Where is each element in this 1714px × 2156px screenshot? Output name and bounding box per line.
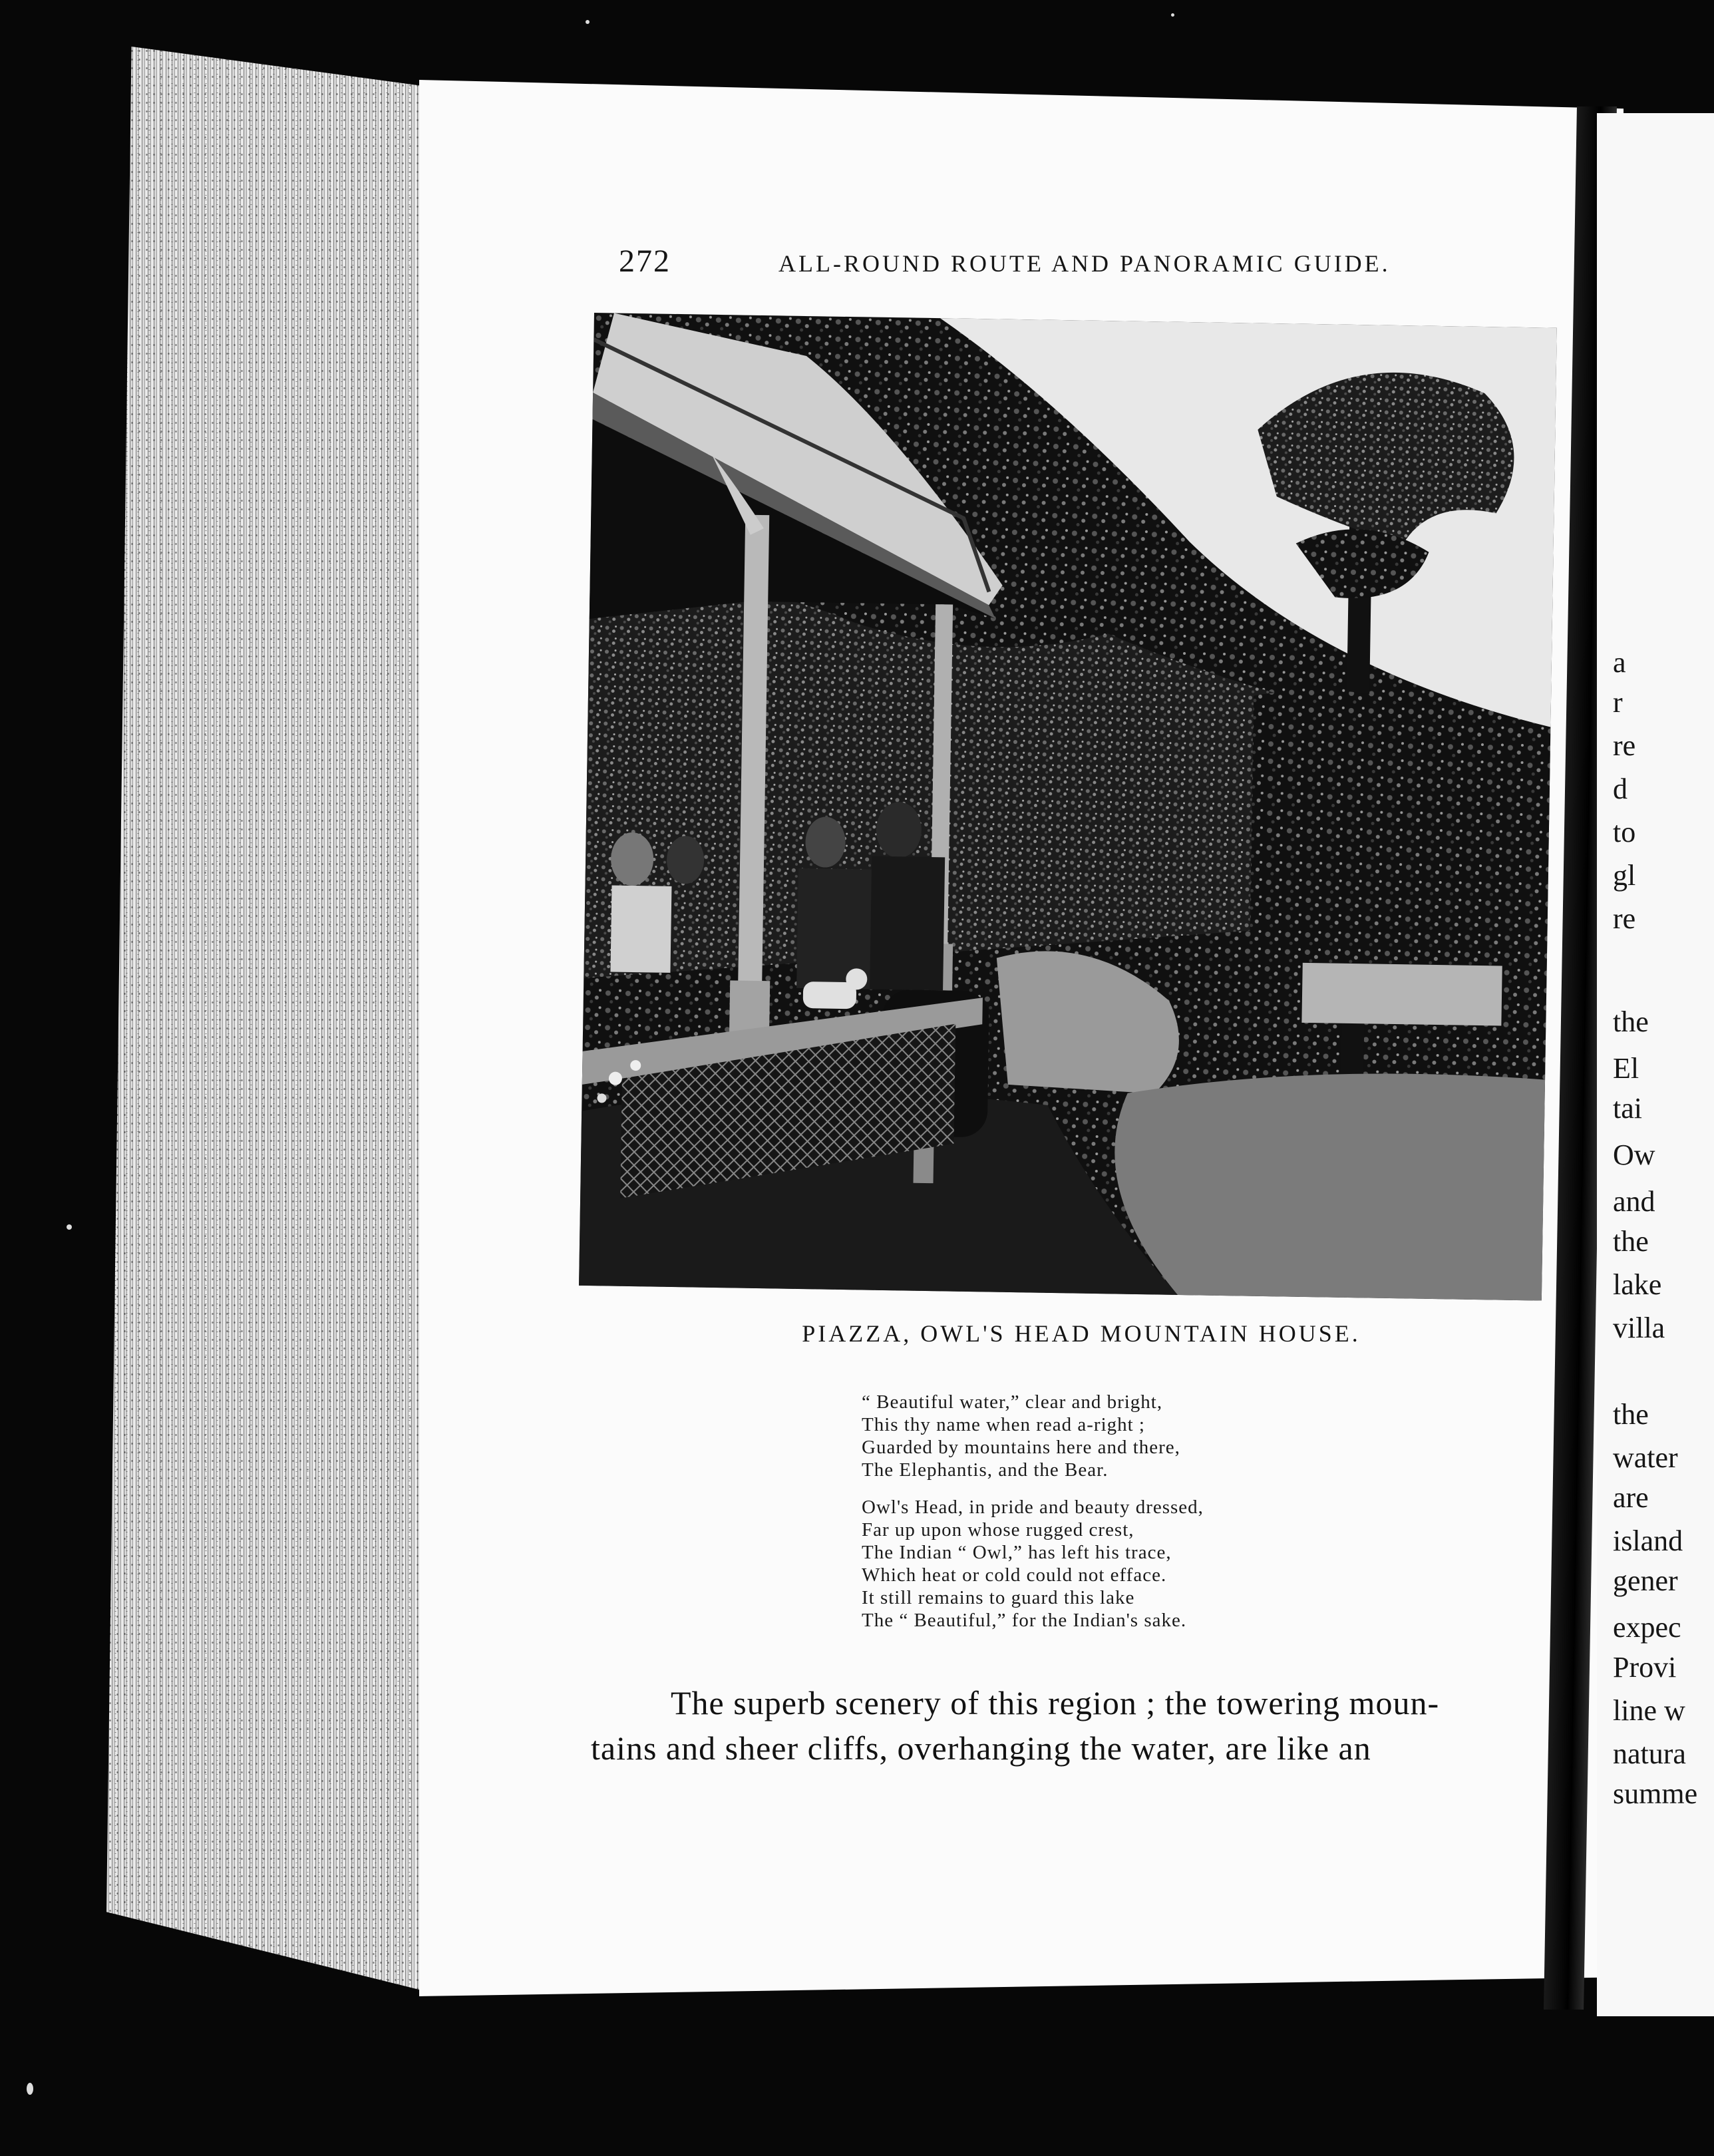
facing-page-fragment: natura	[1613, 1737, 1686, 1770]
facing-page-fragment: gener	[1613, 1564, 1678, 1597]
body-line: tains and sheer cliffs, overhanging the water, are like an	[591, 1729, 1371, 1767]
facing-page-fragment: gl	[1613, 859, 1636, 892]
facing-page-fragment: d	[1613, 773, 1628, 805]
poem	[862, 1391, 1341, 1646]
facing-page-fragment: line w	[1613, 1694, 1685, 1727]
facing-page-fragment: lake	[1613, 1268, 1662, 1301]
poem-stanza	[862, 1391, 1341, 1481]
facing-page-fragment: summe	[1613, 1777, 1698, 1810]
photograph-piazza	[579, 313, 1557, 1301]
poem-line: Which heat or cold could not efface.	[862, 1564, 1167, 1586]
facing-page-fragment: island	[1613, 1525, 1683, 1557]
poem-stanza	[862, 1496, 1341, 1632]
facing-page-fragment: tai	[1613, 1092, 1642, 1125]
facing-page-fragment: El	[1613, 1052, 1639, 1085]
poem-line: Guarded by mountains here and there,	[862, 1437, 1180, 1458]
facing-page-fragment: Ow	[1613, 1139, 1655, 1171]
dust-speck	[586, 20, 590, 24]
facing-page-fragment: r	[1613, 686, 1623, 719]
body-line: The superb scenery of this region ; the towering moun-	[671, 1684, 1440, 1721]
facing-page-fragment: villa	[1613, 1312, 1665, 1344]
body-paragraph	[591, 1680, 1542, 1771]
poem-line: “ Beautiful water,” clear and bright,	[862, 1391, 1163, 1413]
book-page-edges	[106, 47, 419, 1990]
facing-page-fragment: the	[1613, 1398, 1649, 1431]
dust-speck	[27, 2083, 33, 2095]
poem-line: The “ Beautiful,” for the Indian's sake.	[862, 1610, 1187, 1631]
running-header	[619, 243, 1484, 289]
facing-page-fragment: the	[1613, 1225, 1649, 1258]
facing-page-fragment: the	[1613, 1005, 1649, 1038]
facing-page-fragment: re	[1613, 729, 1636, 762]
page-number: 272	[619, 244, 671, 279]
photo-caption: PIAZZA, OWL'S HEAD MOUNTAIN HOUSE.	[802, 1320, 1361, 1347]
facing-page-fragment: to	[1613, 816, 1636, 848]
poem-line: The Indian “ Owl,” has left his trace,	[862, 1542, 1172, 1563]
facing-page	[1597, 113, 1714, 2016]
facing-page-fragment: water	[1613, 1441, 1678, 1474]
facing-page-fragment: re	[1613, 902, 1636, 935]
poem-line: This thy name when read a-right ;	[862, 1414, 1145, 1435]
poem-line: The Elephantis, and the Bear.	[862, 1459, 1109, 1481]
facing-page-fragment: are	[1613, 1481, 1649, 1514]
dust-speck	[67, 1224, 72, 1230]
facing-page-fragment: Provi	[1613, 1651, 1677, 1684]
facing-page-fragment: expec	[1613, 1611, 1681, 1644]
poem-line: Far up upon whose rugged crest,	[862, 1519, 1134, 1540]
poem-line: It still remains to guard this lake	[862, 1587, 1135, 1608]
facing-page-fragment: a	[1613, 646, 1626, 679]
dust-speck	[1171, 13, 1174, 17]
facing-page-fragment: and	[1613, 1185, 1655, 1218]
poem-line: Owl's Head, in pride and beauty dressed,	[862, 1497, 1204, 1518]
running-title: ALL-ROUND ROUTE AND PANORAMIC GUIDE.	[778, 250, 1391, 277]
